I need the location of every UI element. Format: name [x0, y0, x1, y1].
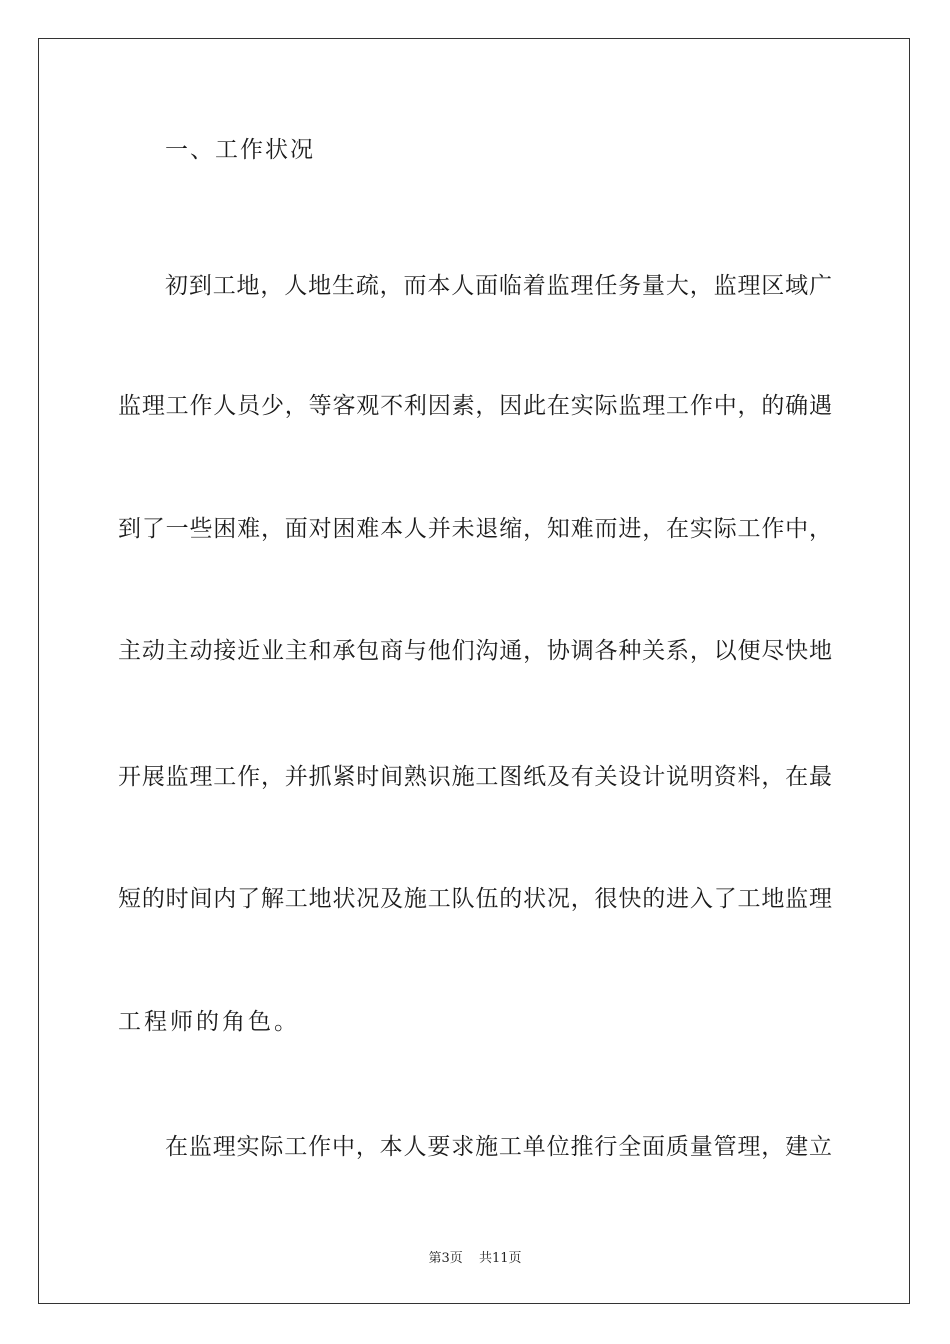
- page-total: 共11页: [478, 1251, 522, 1266]
- paragraph-line: 到了一些困难，面对困难本人并未退缩，知难而进，在实际工作中，: [118, 516, 832, 542]
- page-number: 第3页: [428, 1251, 463, 1266]
- paragraph-line: 初到工地，人地生疏，而本人面临着监理任务量大，监理区域广: [165, 273, 832, 299]
- paragraph-line: 开展监理工作，并抓紧时间熟识施工图纸及有关设计说明资料，在最: [118, 764, 832, 790]
- paragraph-line: 在监理实际工作中，本人要求施工单位推行全面质量管理，建立: [165, 1134, 832, 1160]
- paragraph-line: 主动主动接近业主和承包商与他们沟通，协调各种关系，以便尽快地: [118, 638, 832, 664]
- section-heading: 一、工作状况: [165, 137, 315, 163]
- page-border: [38, 38, 910, 1304]
- paragraph-line: 短的时间内了解工地状况及施工队伍的状况，很快的进入了工地监理: [118, 886, 832, 912]
- page-footer: [0, 1247, 950, 1266]
- paragraph-line: 工程师的角色。: [118, 1009, 300, 1035]
- paragraph-line: 监理工作人员少，等客观不利因素，因此在实际监理工作中，的确遇: [118, 393, 832, 419]
